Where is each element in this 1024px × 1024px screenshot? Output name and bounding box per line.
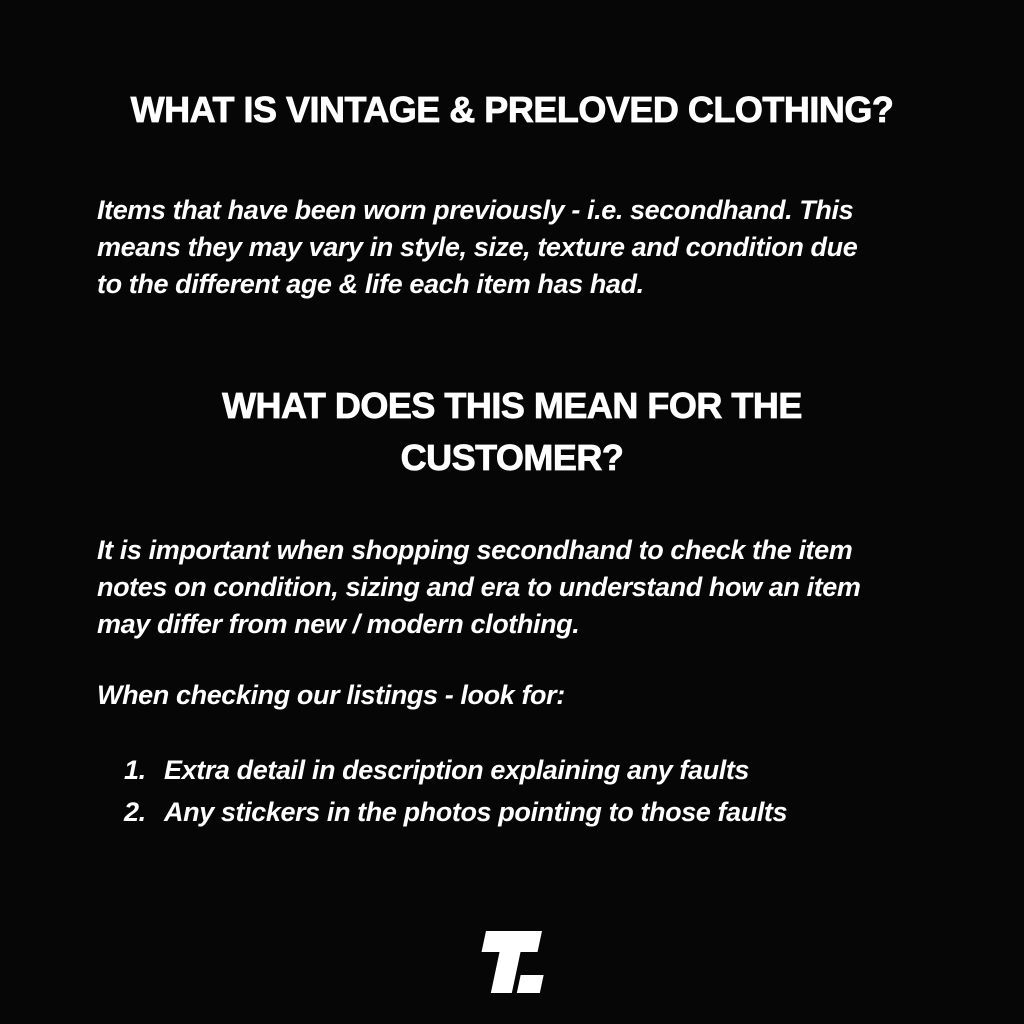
checklist-item-text: Extra detail in description explaining any faults [164,755,750,785]
checklist-item-number: 1. [124,755,146,785]
customer-info-line-2: notes on condition, sizing and era to understand how an item [97,572,861,602]
intro-line-1: Items that have been worn previously - i.e. secondhand. This [97,195,854,225]
brand-logo [472,930,552,994]
t-logo-period [517,975,544,993]
secondary-heading-line-2: CUSTOMER? [400,437,624,478]
listings-leadin: When checking our listings - look for: [97,680,565,710]
primary-heading: WHAT IS VINTAGE & PRELOVED CLOTHING? [130,89,894,130]
intro-line-2: means they may vary in style, size, texture and condition due [97,232,858,262]
checklist-item [124,749,787,791]
checklist [124,749,787,833]
secondary-heading-line-1: WHAT DOES THIS MEAN FOR THE [222,385,802,426]
checklist-item [124,791,787,833]
customer-info-line-1: It is important when shopping secondhand to check the item [97,535,853,565]
intro-paragraph [97,192,857,303]
intro-line-3: to the different age & life each item has had. [97,269,644,299]
checklist-item-number: 2. [124,797,146,827]
checklist-item-text: Any stickers in the photos pointing to those faults [164,797,788,827]
customer-info-paragraph [97,532,861,643]
customer-info-line-3: may differ from new / modern clothing. [97,609,580,639]
t-logo-icon [472,930,552,994]
secondary-heading [0,380,1024,484]
